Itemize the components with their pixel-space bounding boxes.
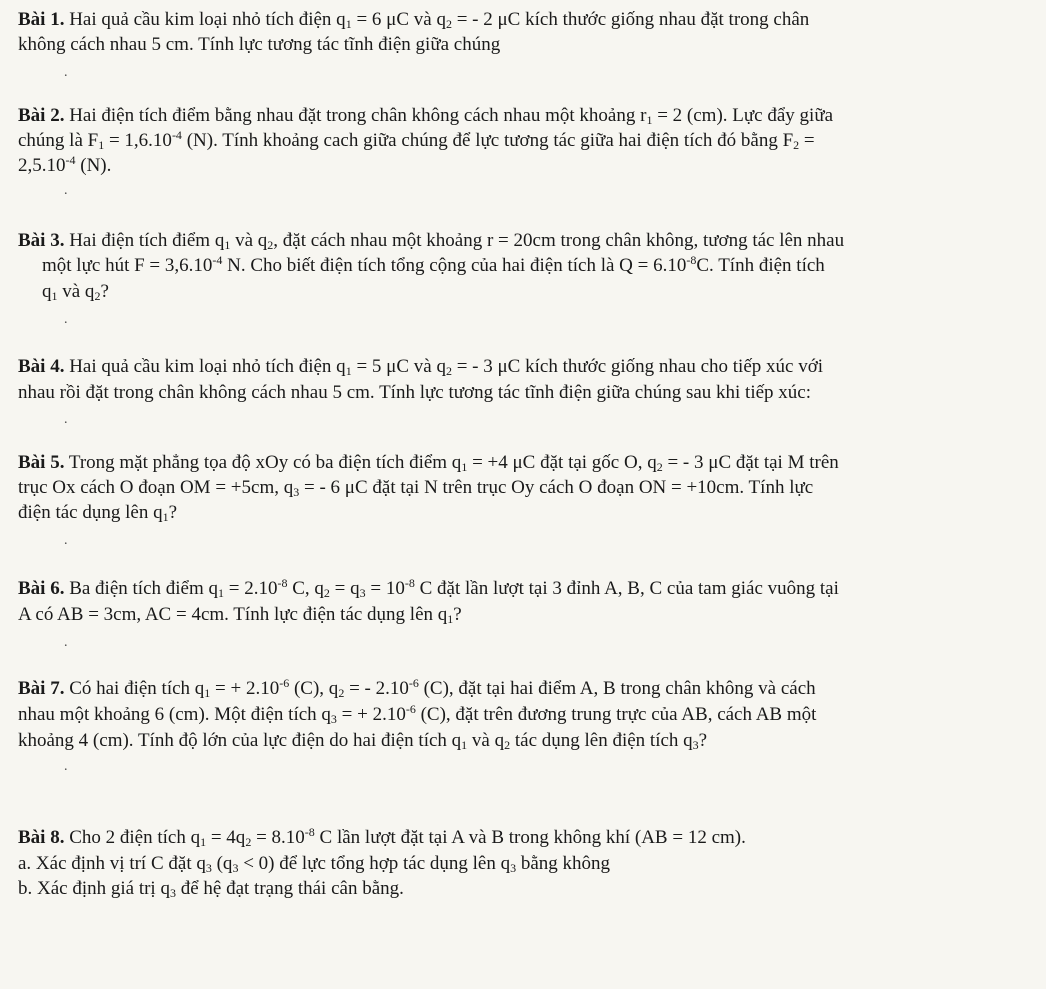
problem-2-line-1: Bài 2. Hai điện tích điểm bằng nhau đặt trong chân không cách nhau một khoảng $r_1 = 2$ (cm). Lực đẩy giữa: [18, 105, 834, 127]
problem-5-line-3: điện tác dụng lên $q_1$?: [18, 502, 178, 524]
problem-6-title: Bài 6.: [18, 578, 65, 599]
problem-8-line-1: Bài 8. Cho 2 điện tích $q_1 = 4q_2 = 8.10^{-8}$ C lần lượt đặt tại A và B trong không khí (AB = 12 cm).: [18, 825, 746, 849]
problem-3-line-3: $q_1$ và $q_2$?: [42, 281, 109, 303]
problem-8-line-3: b. Xác định giá trị $q_3$ để hệ đạt trạng thái cân bằng.: [18, 878, 404, 900]
separator-dot: .: [64, 65, 68, 80]
problem-6-line-2: A có AB = 3cm, AC = 4cm. Tính lực điện tác dụng lên $q_1$?: [18, 604, 462, 626]
problem-7-line-2: nhau một khoảng 6 (cm). Một điện tích $q_3$ = + $2.10^{-6}$ (C), đặt trên đương trung trực của AB, cách AB một: [18, 702, 817, 726]
separator-dot: .: [64, 312, 68, 327]
problem-8-title: Bài 8.: [18, 827, 65, 848]
problem-2-line-2: chúng là $F_1 = 1,6.10^{-4}$ (N). Tính khoảng cach giữa chúng để lực tương tác giữa hai điện tích đó bằng $F_2$ =: [18, 128, 815, 152]
problem-2-title: Bài 2.: [18, 105, 65, 126]
problem-4-line-2: nhau rồi đặt trong chân không cách nhau 5 cm. Tính lực tương tác tĩnh điện giữa chúng sau khi tiếp xúc:: [18, 382, 812, 403]
problem-1-title: Bài 1.: [18, 9, 65, 30]
problem-5-title: Bài 5.: [18, 452, 65, 473]
separator-dot: .: [64, 635, 68, 650]
problem-4-line-1: Bài 4. Hai quả cầu kim loại nhỏ tích điện $q_1 = 5$ μC và $q_2$ = - 3 μC kích thước giống nhau cho tiếp xúc với: [18, 356, 824, 378]
separator-dot: .: [64, 759, 68, 774]
problem-8-line-2: a. Xác định vị trí C đặt $q_3$ $(q_3 < 0)$ để lực tổng hợp tác dụng lên $q_3$ bằng không: [18, 853, 611, 875]
problem-5-line-2: trục Ox cách O đoạn OM = +5cm, $q_3$ = - 6 μC đặt tại N trên trục Oy cách O đoạn ON = +10cm. Tính lực: [18, 477, 814, 499]
problem-3-line-1: Bài 3. Hai điện tích điểm $q_1$ và $q_2$, đặt cách nhau một khoảng r = 20cm trong chân không, tương tác lên nhau: [18, 230, 845, 252]
separator-dot: .: [64, 412, 68, 427]
problem-7-line-1: Bài 7. Có hai điện tích $q_1$ = + $2.10^{-6}$ (C), $q_2$ = - $2.10^{-6}$ (C), đặt tại hai điểm A, B trong chân không và cách: [18, 676, 816, 700]
problem-7-title: Bài 7.: [18, 678, 65, 699]
problem-4-title: Bài 4.: [18, 356, 65, 377]
separator-dot: .: [64, 533, 68, 548]
problem-1-line-1: Bài 1. Hai quả cầu kim loại nhỏ tích điện $q_1 = 6$ μC và $q_2$ = - 2 μC kích thước giống nhau đặt trong chân: [18, 9, 810, 31]
problem-1-line-2: không cách nhau 5 cm. Tính lực tương tác tĩnh điện giữa chúng: [18, 34, 501, 55]
problem-5-line-1: Bài 5. Trong mặt phẳng tọa độ xOy có ba điện tích điểm $q_1 = +4$ μC đặt tại gốc O, $q_2$ = - 3 μC đặt tại M trên: [18, 452, 839, 474]
problem-2-line-3: $2,5.10^{-4}$ (N).: [18, 153, 112, 176]
problem-3-title: Bài 3.: [18, 230, 65, 251]
problem-3-line-2: một lực hút $F = 3,6.10^{-4}$ N. Cho biết điện tích tổng cộng của hai điện tích là $Q = 6.10^{-8}C$. Tính điện tích: [42, 253, 825, 276]
problem-6-line-1: Bài 6. Ba điện tích điểm $q_1 = 2.10^{-8}$ C, $q_2 = q_3 = 10^{-8}$ C đặt lần lượt tại 3 đỉnh A, B, C của tam giác vuông tại: [18, 576, 839, 600]
separator-dot: .: [64, 183, 68, 198]
problem-7-line-3: khoảng 4 (cm). Tính độ lớn của lực điện do hai điện tích $q_1$ và $q_2$ tác dụng lên điện tích $q_3$?: [18, 730, 708, 752]
